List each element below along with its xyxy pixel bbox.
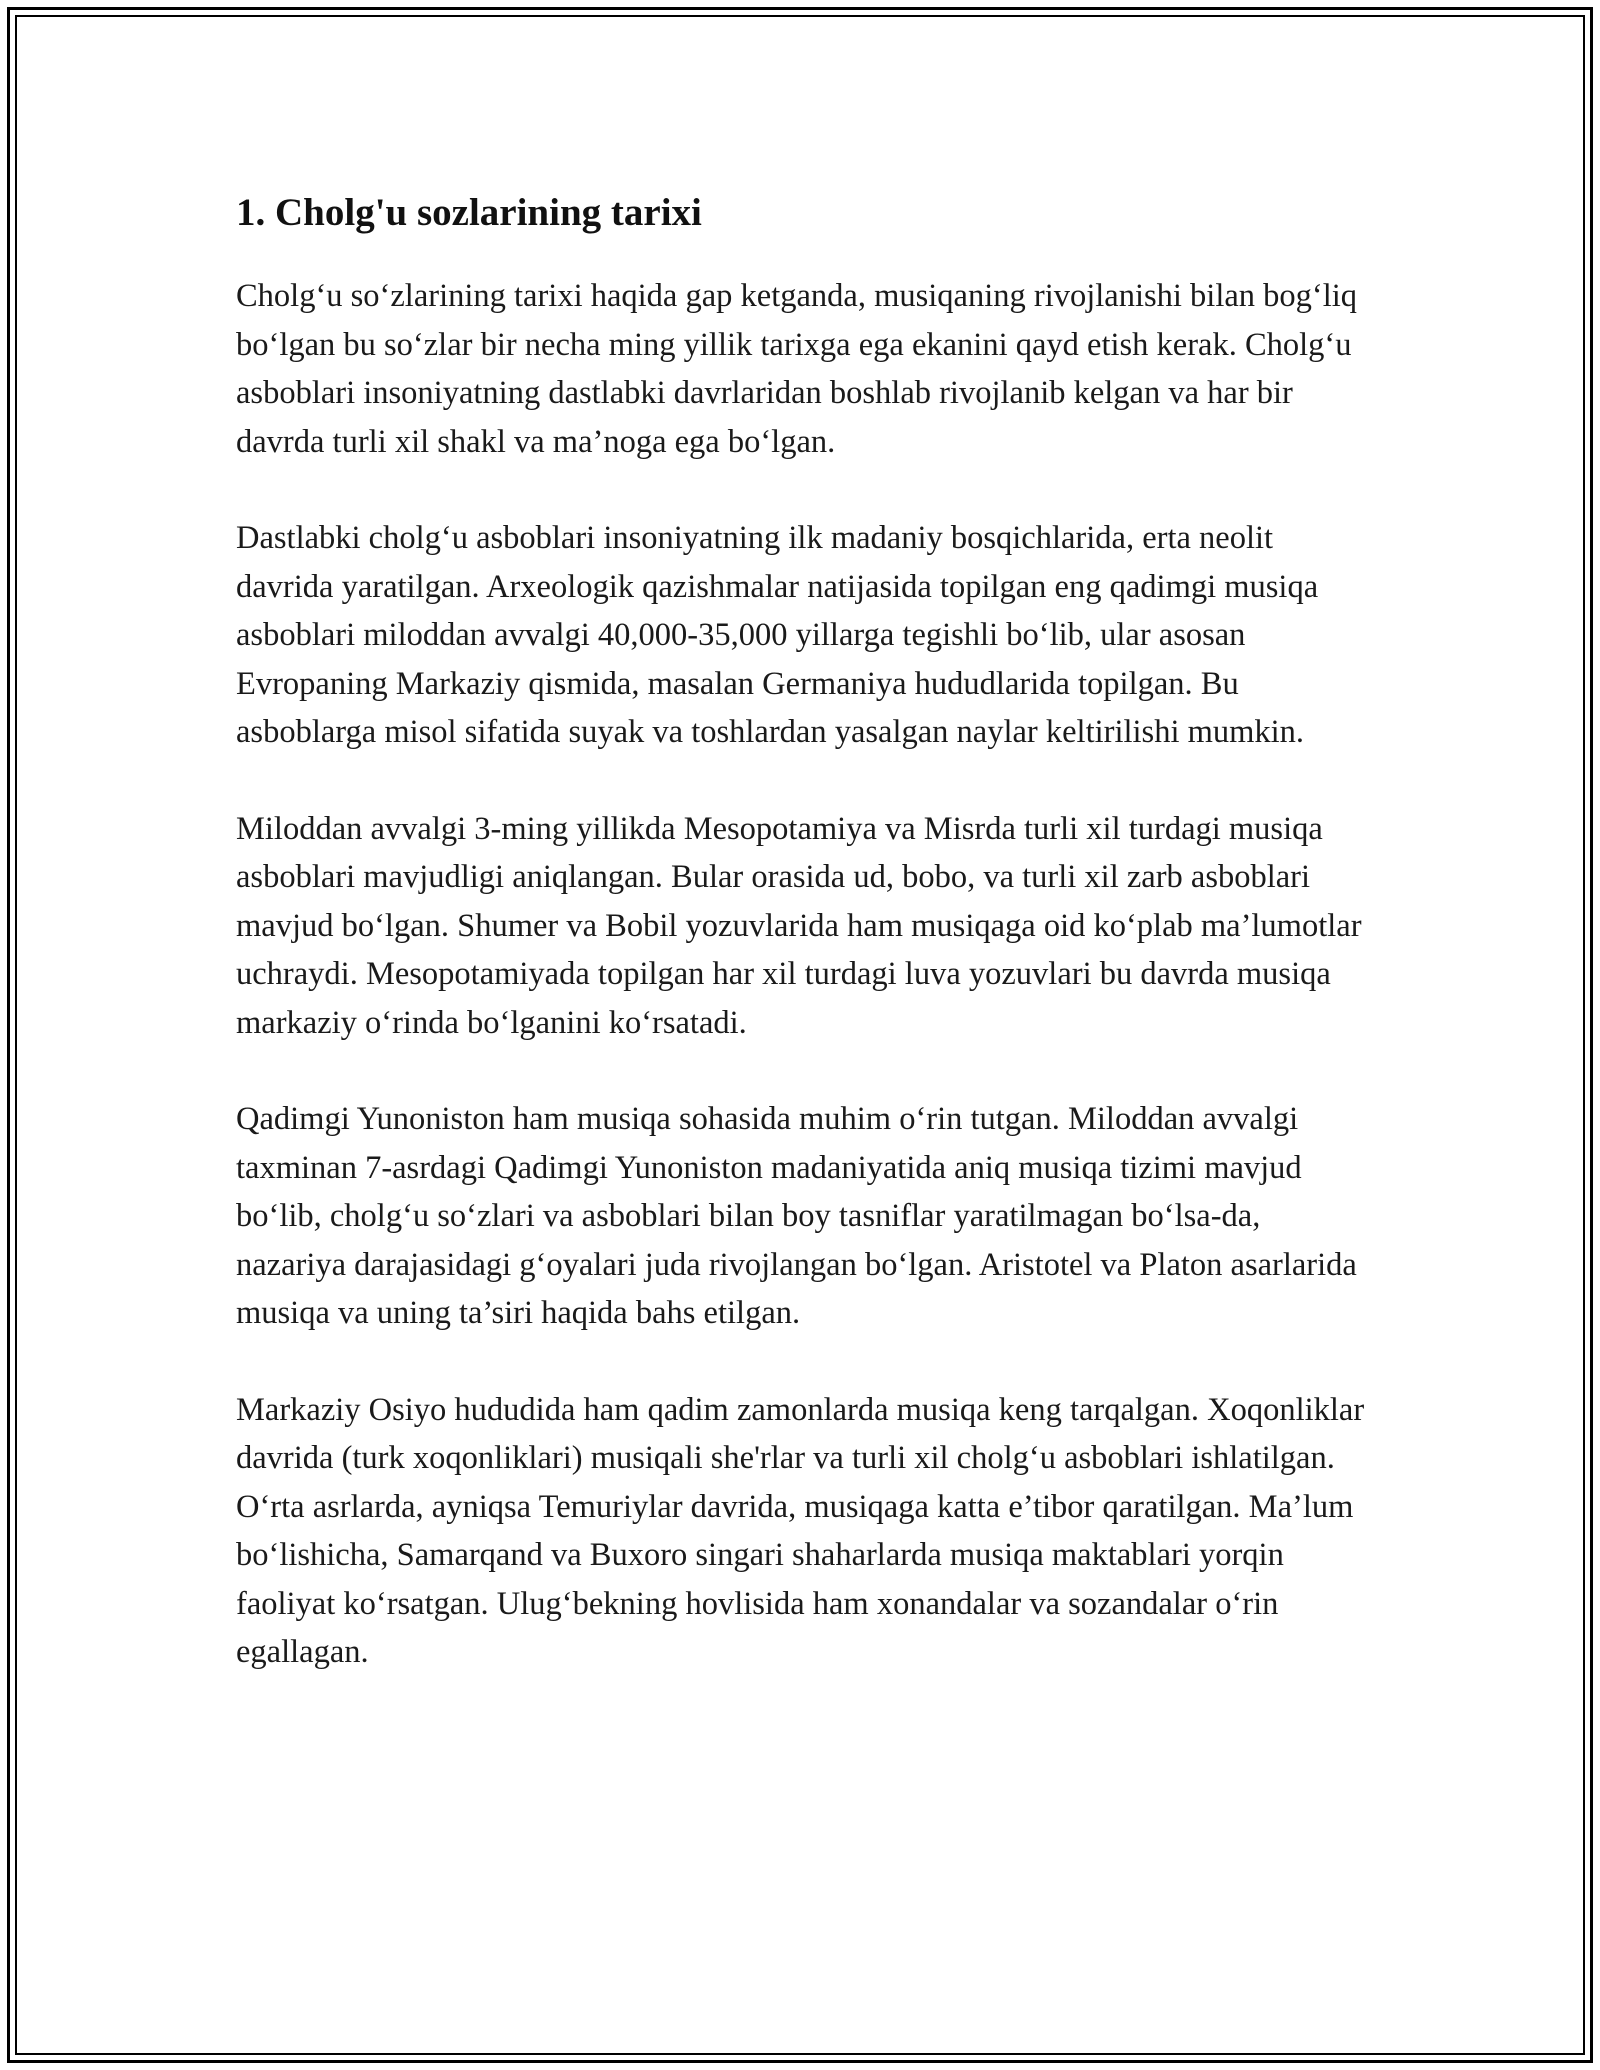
document-body	[236, 188, 1366, 1725]
paragraph-2: Dastlabki cholg‘u asboblari insoniyatning ilk madaniy bosqichlarida, erta neolit davrida yaratilgan. Arxeologik qazishmalar natijasida topilgan eng qadimgi musiqa asboblari miloddan avvalgi 40,000-35,000 yillarga tegishli bo‘lib, ular asosan Evropaning Markaziy qismida, masalan Germaniya hududlarida topilgan. Bu asboblarga misol sifatida suyak va toshlardan yasalgan naylar keltirilishi mumkin.	[236, 520, 1319, 750]
paragraph-5: Markaziy Osiyo hududida ham qadim zamonlarda musiqa keng tarqalgan. Xoqonliklar davrida (turk xoqonliklari) musiqali she'rlar va turli xil cholg‘u asboblari ishlatilgan. O‘rta asrlarda, ayniqsa Temuriylar davrida, musiqaga katta e’tibor qaratilgan. Ma’lum bo‘lishicha, Samarqand va Buxoro singari shaharlarda musiqa maktablari yorqin faoliyat ko‘rsatgan. Ulug‘bekning hovlisida ham xonandalar va sozandalar o‘rin egallagan.	[236, 1391, 1365, 1670]
paragraph-1: Cholg‘u so‘zlarining tarixi haqida gap ketganda, musiqaning rivojlanishi bilan bog‘liq bo‘lgan bu so‘zlar bir necha ming yillik tarixga ega ekanini qayd etish kerak. Cholg‘u asboblari insoniyatning dastlabki davrlaridan boshlab rivojlanib kelgan va har bir davrda turli xil shakl va ma’noga ega bo‘lgan.	[236, 278, 1358, 460]
paragraph-3: Miloddan avvalgi 3-ming yillikda Mesopotamiya va Misrda turli xil turdagi musiqa asboblari mavjudligi aniqlangan. Bular orasida ud, bobo, va turli xil zarb asboblari mavjud bo‘lgan. Shumer va Bobil yozuvlarida ham musiqaga oid ko‘plab ma’lumotlar uchraydi. Mesopotamiyada topilgan har xil turdagi luva yozuvlari bu davrda musiqa markaziy o‘rinda bo‘lganini ko‘rsatadi.	[236, 810, 1362, 1041]
paragraph-4: Qadimgi Yunoniston ham musiqa sohasida muhim o‘rin tutgan. Miloddan avvalgi taxminan 7-asrdagi Qadimgi Yunoniston madaniyatida aniq musiqa tizimi mavjud bo‘lib, cholg‘u so‘zlari va asboblari bilan boy tasniflar yaratilmagan bo‘lsa-da, nazariya darajasidagi g‘oyalari juda rivojlangan bo‘lgan. Aristotel va Platon asarlarida musiqa va uning ta’siri haqida bahs etilgan.	[236, 1101, 1357, 1331]
section-title: 1. Cholg'u sozlarining tarixi	[236, 191, 702, 234]
